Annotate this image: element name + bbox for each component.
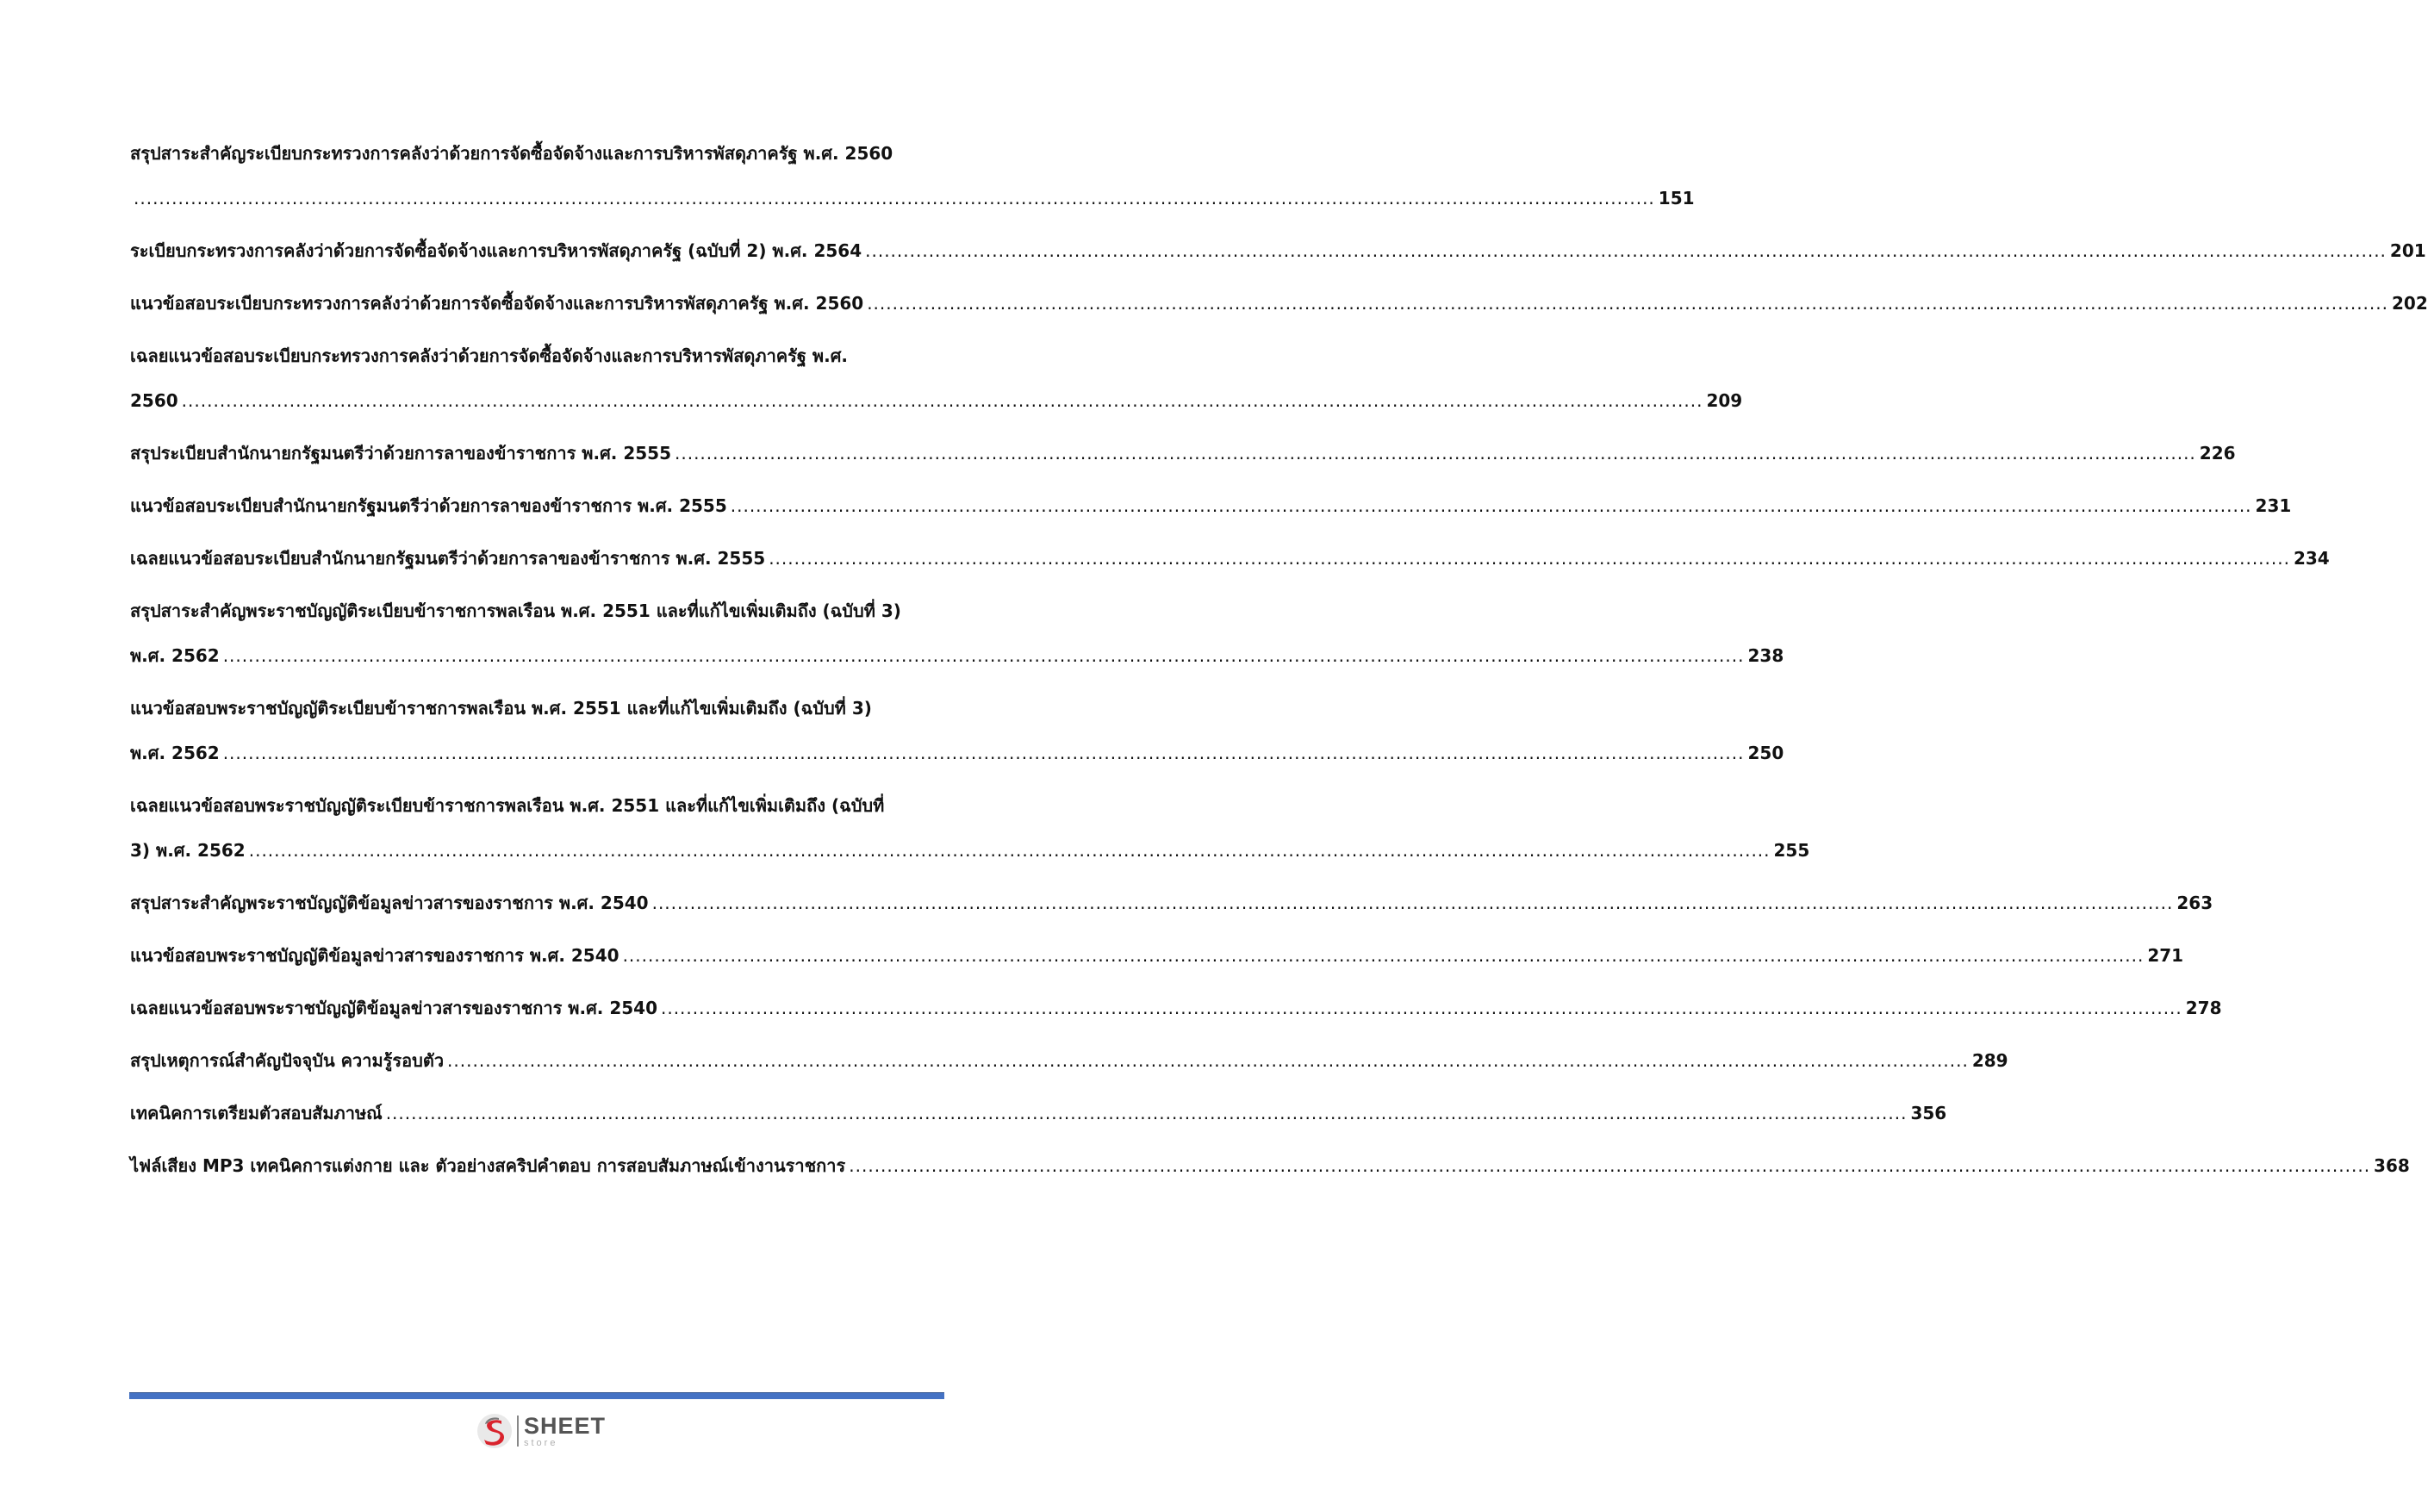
toc-leader-dots [865,228,2387,273]
toc-entry-line [130,828,1810,873]
toc-page-number: 202 [2391,293,2428,314]
toc-entry-title: สรุปสาระสำคัญพระราชบัญญัติข้อมูลข่าวสารของราชการ พ.ศ. 2540 [130,893,649,913]
sheet-store-logo-icon [476,1412,514,1450]
logo-separator [517,1416,519,1447]
toc-entry [130,228,2426,273]
toc-entry-title: แนวข้อสอบระเบียบกระทรวงการคลังว่าด้วยการจัดซื้อจัดจ้างและการบริหารพัสดุภาครัฐ พ.ศ. 2560 [130,293,864,314]
toc-entry-line [130,731,1784,775]
toc-page-number: 226 [2199,443,2236,464]
toc-leader-dots [182,378,1703,423]
toc-entry-title: เฉลยแนวข้อสอบพระราชบัญญัติระเบียบข้าราชการพลเรือน พ.ศ. 2551 และที่แก้ไขเพิ่มเติมถึง (ฉบับที่ [130,795,885,816]
toc-page-number: 278 [2185,998,2222,1018]
toc-entry-title: แนวข้อสอบพระราชบัญญัติระเบียบข้าราชการพลเรือน พ.ศ. 2551 และที่แก้ไขเพิ่มเติมถึง (ฉบับที่ 3) [130,698,872,719]
toc-entry [130,536,2330,581]
toc-entry-title: พ.ศ. 2562 [130,743,220,763]
toc-leader-dots [675,431,2196,476]
toc-entry [130,686,1784,775]
logo-sub-text: store [524,1437,558,1448]
toc-leader-dots [731,483,2252,528]
toc-entry [130,281,2428,326]
toc-entry-title: สรุปเหตุการณ์สำคัญปัจจุบัน ความรู้รอบตัว [130,1050,445,1071]
toc-entry-title: ไฟล์เสียง MP3 เทคนิคการแต่งกาย และ ตัวอย่างสคริปคำตอบ การสอบสัมภาษณ์เข้างานราชการ [130,1155,846,1176]
toc-entry [130,880,2213,925]
toc-leader-dots [249,828,1771,873]
toc-leader-dots [661,986,2182,1030]
toc-page-number: 234 [2293,548,2330,569]
toc-entry [130,131,1695,221]
toc-entry-line [130,281,2428,326]
toc-entry-title: 2560 [130,390,178,411]
toc-entry-title: สรุปสาระสำคัญระเบียบกระทรวงการคลังว่าด้วยการจัดซื้อจัดจ้างและการบริหารพัสดุภาครัฐ พ.ศ. 2560 [130,143,893,164]
toc-entry-line [130,431,2236,476]
toc-leader-dots [386,1091,1908,1136]
toc-page-number: 271 [2147,945,2184,966]
toc-entry-line [130,378,1743,423]
toc-entry-line [130,933,2184,978]
toc-entry [130,1091,1947,1136]
toc-entry-title: สรุปสาระสำคัญพระราชบัญญัติระเบียบข้าราชการพลเรือน พ.ศ. 2551 และที่แก้ไขเพิ่มเติมถึง (ฉบับที่ 3) [130,600,901,621]
toc-leader-dots [447,1038,1969,1083]
toc-page-number: 151 [1658,188,1695,208]
footer-rule [129,1392,944,1399]
toc-page-number: 231 [2255,495,2292,516]
toc-entry-line [130,1038,2008,1083]
toc-entry [130,783,1810,873]
toc-entry [130,1143,2410,1188]
toc-leader-dots [223,633,1745,678]
toc-entry-title: เฉลยแนวข้อสอบพระราชบัญญัติข้อมูลข่าวสารของราชการ พ.ศ. 2540 [130,998,657,1018]
toc-entry [130,1038,2008,1083]
toc-entry [130,933,2184,978]
toc-entry-title: พ.ศ. 2562 [130,645,220,666]
toc-entry-line [130,880,2213,925]
toc-leader-dots [623,933,2145,978]
sheet-store-logo [476,1409,622,1453]
toc-leader-dots [769,536,2290,581]
table-of-contents [130,131,2428,1188]
toc-entry-title: เฉลยแนวข้อสอบระเบียบกระทรวงการคลังว่าด้วยการจัดซื้อจัดจ้างและการบริหารพัสดุภาครัฐ พ.ศ. [130,345,848,366]
toc-entry [130,333,1743,423]
toc-page-number: 255 [1773,840,1810,861]
toc-entry-title: เฉลยแนวข้อสอบระเบียบสำนักนายกรัฐมนตรีว่าด้วยการลาของข้าราชการ พ.ศ. 2555 [130,548,766,569]
toc-page-number: 250 [1747,743,1784,763]
toc-entry [130,986,2222,1030]
toc-entry-line [130,986,2222,1030]
toc-leader-dots [849,1143,2370,1188]
logo-wordmark [524,1412,607,1448]
toc-entry-line [130,1091,1947,1136]
toc-entry-title: สรุประเบียบสำนักนายกรัฐมนตรีว่าด้วยการลาของข้าราชการ พ.ศ. 2555 [130,443,671,464]
toc-page-number: 238 [1747,645,1784,666]
toc-entry-line [130,483,2292,528]
toc-entry-title: 3) พ.ศ. 2562 [130,840,246,861]
toc-entry-title: แนวข้อสอบระเบียบสำนักนายกรัฐมนตรีว่าด้วยการลาของข้าราชการ พ.ศ. 2555 [130,495,727,516]
toc-entry [130,483,2292,528]
toc-entry-line [130,176,1695,221]
toc-entry [130,588,1784,678]
toc-entry-title: แนวข้อสอบพระราชบัญญัติข้อมูลข่าวสารของราชการ พ.ศ. 2540 [130,945,619,966]
toc-entry-line [130,536,2330,581]
toc-entry-line [130,1143,2410,1188]
logo-brand-text: SHEET [524,1412,607,1439]
toc-entry-line [130,633,1784,678]
toc-entry-title: ระเบียบกระทรวงการคลังว่าด้วยการจัดซื้อจัดจ้างและการบริหารพัสดุภาครัฐ (ฉบับที่ 2) พ.ศ. 2564 [130,240,862,261]
toc-leader-dots [134,176,1655,221]
toc-page-number: 263 [2176,893,2213,913]
toc-page-number: 289 [1971,1050,2008,1071]
toc-leader-dots [652,880,2174,925]
toc-page-number: 368 [2374,1155,2410,1176]
toc-entry-line [130,228,2426,273]
toc-page-number: 356 [1910,1103,1947,1123]
toc-leader-dots [223,731,1745,775]
toc-entry [130,431,2236,476]
toc-entry-title: เทคนิคการเตรียมตัวสอบสัมภาษณ์ [130,1103,383,1123]
toc-page-number: 209 [1706,390,1743,411]
toc-page-number: 201 [2389,240,2426,261]
toc-leader-dots [867,281,2388,326]
